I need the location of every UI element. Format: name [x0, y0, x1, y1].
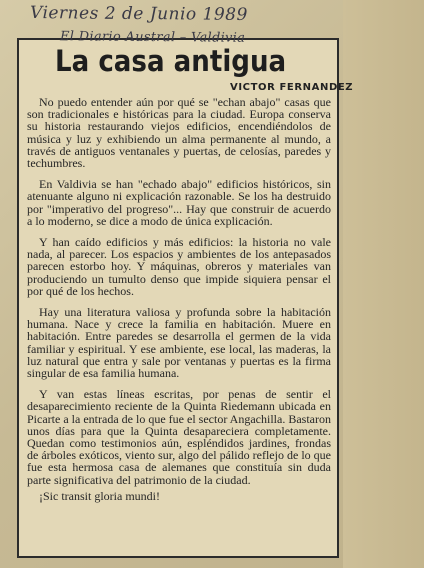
article-paragraph: Y van estas líneas escritas, por penas de sentir el desaparecimiento reciente de la Quinta Riedemann ubicada en Picarte a la entrada de lo que fue el sector Angachilla. Bastaron unos días para que la Quinta desapareciera completamente. Quedan como testimonios aún, espléndidos jardines, frondas de árboles exóticos, viento sur, algo del pálido reflejo de lo que fue esta hermosa casa de alemanes que constituía sin duda parte significativa del patrimonio de la ciudad. [27, 387, 331, 487]
article-paragraph: Y han caído edificios y más edificios: la historia no vale nada, al parecer. Los espacios y ambientes de los antepasados parecen estorbo hoy. Y máquinas, obreros y materiales van produciendo un tumulto denso que impide siquiera pensar el por qué de los hechos. [27, 235, 331, 298]
article-byline: VICTOR FERNANDEZ [230, 82, 354, 93]
article-headline: La casa antigua [55, 44, 287, 78]
handwritten-source: El Diario Austral – Valdivia [59, 29, 246, 46]
article-body [27, 96, 331, 506]
article-paragraph: No puedo entender aún por qué se "echan abajo" casas que son tradicionales e históricas para la ciudad. Europa conserva su historia restaurando viejos edificios, encendiéndolos de música y luz y exhibiendo un alma permanente al mundo, a través de antiguos ventanales y puertas, de celosías, paredes y techumbres. [27, 95, 331, 171]
article-closing-line: ¡Sic transit gloria mundi! [39, 488, 160, 503]
article-paragraph: Hay una literatura valiosa y profunda sobre la habitación humana. Nace y crece la familia en habitación. Muere en habitación. Entre paredes se desarrolla el germen de la vida familiar y espiritual. Y ese ambiente, ese local, las maderas, la luz natural que entra y sale por ventanas y puertas es la firma singular de esa familia humana. [27, 305, 331, 381]
scan-margin [343, 0, 424, 568]
handwritten-date: Viernes 2 de Junio 1989 [29, 3, 248, 25]
article-paragraph: En Valdivia se han "echado abajo" edificios históricos, sin atenuante alguno ni explicación razonable. Se los ha destruido por "imperativo del progreso"... Hay que construir de acuerdo a lo moderno, se dice a modo de única explicación. [27, 177, 331, 228]
